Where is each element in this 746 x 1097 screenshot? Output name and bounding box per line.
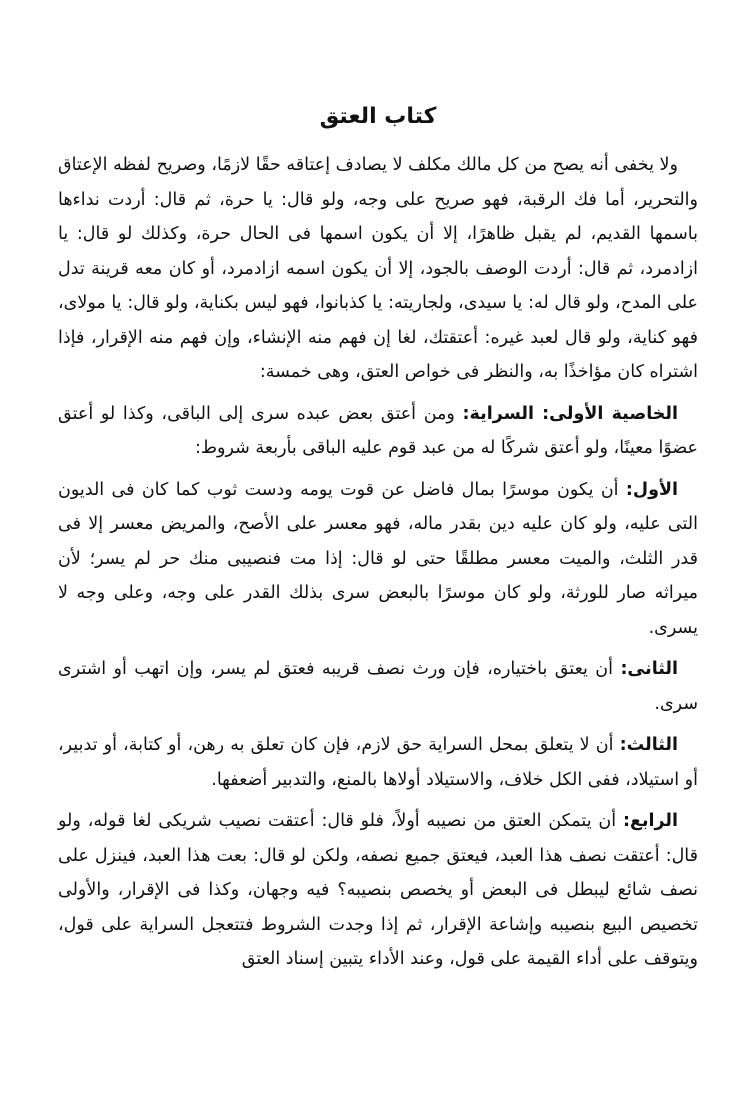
paragraph-heading: الثالث: [619,735,678,755]
paragraph-text: أن يعتق باختياره، فإن ورث نصف قريبه فعتق لم يسر، وإن اتهب أو اشترى سرى. [58,659,698,714]
chapter-title: كتاب العتق [319,104,437,129]
paragraph-heading: الخاصية الأولى: السراية: [462,403,678,424]
paragraph-text: أن لا يتعلق بمحل السراية حق لازم، فإن كان تعلق به رهن، أو كتابة، أو تدبير، أو استيلاد، ففى الكل خلاف، والاستيلاد أولاها بالمنع، والتدبير أضعفها. [58,735,698,790]
section-sirayah [58,397,698,466]
paragraph-text: ومن أعتق بعض عبده سرى إلى الباقى، وكذا لو أعتق عضوًا معينًا، ولو أعتق شركًا له من عبد قوم عليه الباقى بأربعة شروط: [58,403,698,458]
book-page [58,100,698,984]
condition-fourth [58,804,698,977]
paragraph-heading: الأول: [625,479,678,500]
intro-paragraph [58,148,698,390]
paragraph-text: أن يكون موسرًا بمال فاضل عن قوت يومه ودست ثوب كما كان فى الديون التى عليه، ولو كان عليه دين بقدر ماله، فهو معسر على الأصح، والمريض معسر إلا فى قدر الثلث، والميت معسر مطلقًا حتى لو قال: إذا مت فنصيبى منك حر لم يسر؛ لأن ميراثه صار للورثة، ولو كان موسرًا بالبعض سرى بذلك القدر على وجه، وعلى وجه لا يسرى. [58,479,698,638]
condition-second [58,652,698,721]
paragraph-text: أن يتمكن العتق من نصيبه أولاً، فلو قال: أعتقت نصيب شريكى لغا قوله، ولو قال: أعتقت نصف هذا العبد، فيعتق جميع نصفه، ولكن لو قال: بعت هذا العبد، فينزل على نصف شائع ليبطل فى البعض أو يخصص بنصيبه؟ فيه وجهان، وكذا فى الإقرار، والأولى تخصيص البيع بنصيبه وإشاعة الإقرار، ثم إذا وجدت الشروط فتتعجل السراية على قول، ويتوقف على أداء القيمة على قول، وعند الأداء يتبين إسناد العتق [58,811,698,969]
condition-first [58,473,698,646]
paragraph-text: ولا يخفى أنه يصح من كل مالك مكلف لا يصادف إعتاقه حقًا لازمًا، وصريح لفظه الإعتاق والتحرير، أما فك الرقبة، فهو صريح على وجه، ولو قال: يا حرة، ثم قال: أردت نداءها باسمها القديم، لم يقبل ظاهرًا، إلا أن يكون اسمها فى الحال حرة، وكذلك لو قال: يا ازادمرد، ثم قال: أردت الوصف بالجود، إلا أن يكون اسمه ازادمرد، أو كان معه قرينة تدل على المدح، ولو قال له: يا سيدى، ولجاريته: يا كذبانوا، فهو ليس بكناية، ولو قال: يا مولاى، فهو كناية، ولو قال لعبد غيره: أعتقتك، لغا إن فهم منه الإنشاء، وإن فهم منه الإقرار، فإذا اشتراه كان مؤاخذًا به، والنظر فى خواص العتق، وهى خمسة: [58,155,698,382]
condition-third [58,728,698,797]
paragraph-heading: الثانى: [620,659,678,679]
paragraph-heading: الرابع: [623,811,678,831]
